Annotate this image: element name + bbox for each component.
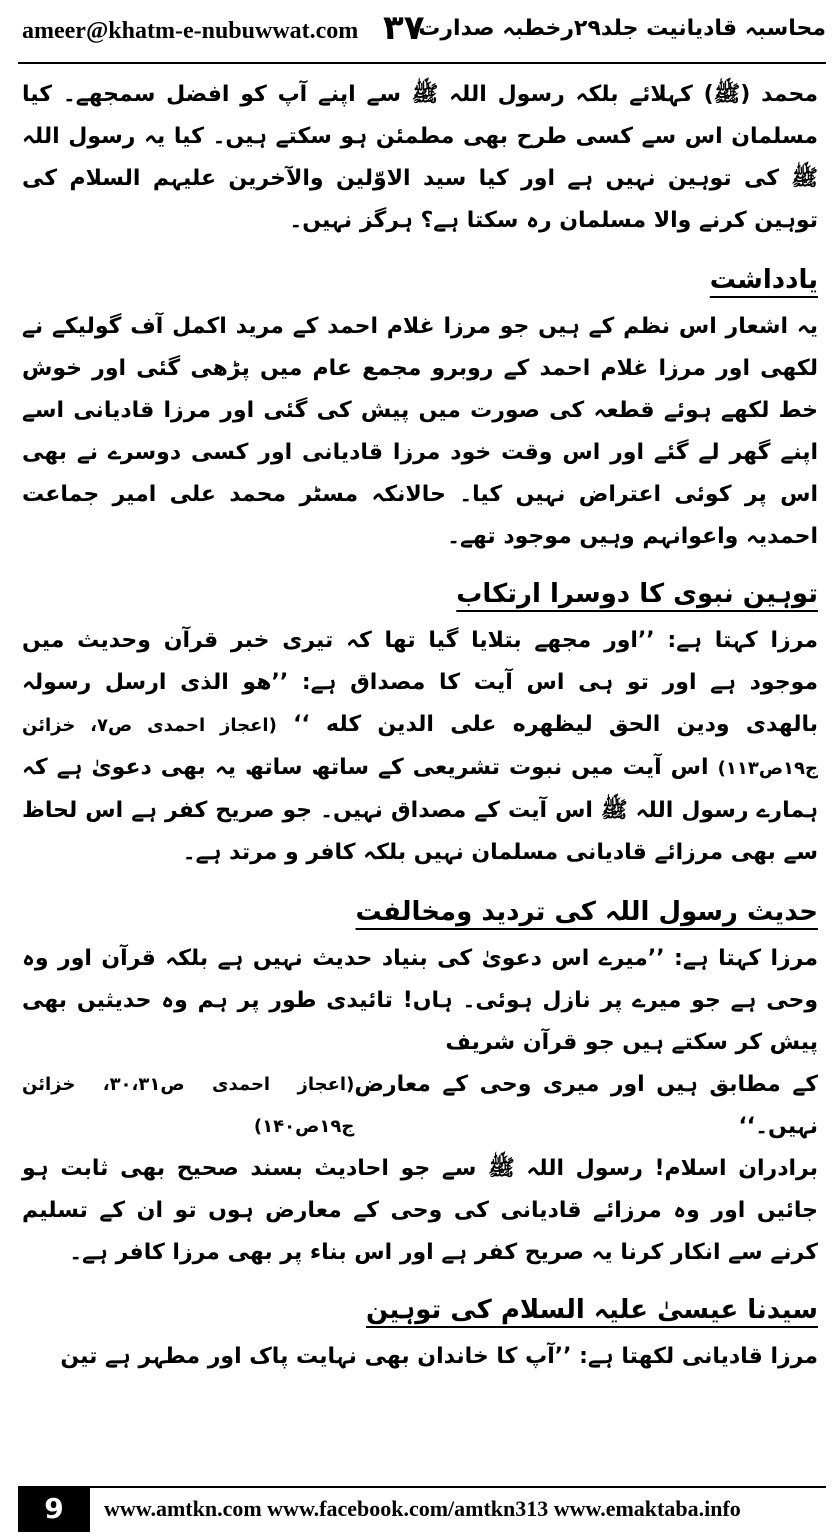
footer-divider — [90, 1486, 826, 1488]
section-4-paragraph: مرزا قادیانی لکھتا ہے: ’’آپ کا خاندان بھی نہایت پاک اور مطہر ہے تین — [60, 1344, 818, 1369]
page-footer — [18, 1486, 826, 1532]
section-2-quote: مرزا کہتا ہے: ’’اور مجھے بتلایا گیا تھا کہ تیری خبر قرآن وحدیث میں موجود ہے اور تو ہی اس آیت کا مصداق ہے: ’’ھو الذی ارسل رسولہ بالھدی ودین الحق ليظهره على الدين كله ‘‘ — [22, 628, 818, 737]
section-3-commentary: برادران اسلام! رسول اللہ ﷺ سے جو احادیث بسند صحیح بھی ثابت ہو جائیں اور وہ مرزائے قادیانی کی وحی کے معارض ہوں تو ان کے تسلیم کرنے سے انکار کرنا یہ صریح کفر ہے اور اس بناء پر بھی مرزا کافر ہے۔ — [22, 1156, 818, 1265]
page-body — [22, 74, 818, 1378]
header-page-number: ۳۷ — [383, 8, 425, 48]
section-heading-3: حدیث رسول اللہ کی تردید ومخالفت — [355, 897, 818, 927]
section-heading-4: سیدنا عیسیٰ علیہ السلام کی توہین — [365, 1295, 818, 1325]
section-2-paragraph — [22, 620, 818, 874]
section-heading-1: یادداشت — [709, 265, 818, 295]
section-2-commentary: اس آیت میں نبوت تشریعی کے ساتھ ساتھ یہ بھی دعویٰ ہے کہ ہمارے رسول اللہ ﷺ اس آیت کے مصداق نہیں۔ جو صریح کفر ہے اس لحاظ سے بھی مرزائے قادیانی مسلمان نہیں بلکہ کافر و مرتد ہے۔ — [22, 755, 818, 865]
section-1-paragraph: یہ اشعار اس نظم کے ہیں جو مرزا غلام احمد کے مرید اکمل آف گولیکے نے لکھی اور مرزا غلام احمد کے روبرو مجمع عام میں پڑھی گئی اور خوش خط لکھے ہوئے قطعہ کی صورت میں پیش کی گئی اور مرزا قادیانی اسے اپنے گھر لے گئے اور اس وقت خود مرزا قادیانی اور کسی دوسرے نے بھی اس پر کوئی اعتراض نہیں کیا۔ حالانکہ مسٹر محمد علی امیر جماعت احمدیہ واعوانہم وہیں موجود تھے۔ — [22, 314, 818, 549]
intro-paragraph: محمد (ﷺ) کہلائے بلکہ رسول اللہ ﷺ سے اپنے آپ کو افضل سمجھے۔ کیا مسلمان اس سے کسی طرح بھی مطمئن ہو سکتے ہیں۔ کیا یہ رسول اللہ ﷺ کی توہین نہیں ہے اور کیا سید الاوّلین والآخرین علیہم السلام کی توہین کرنے والا مسلمان رہ سکتا ہے؟ ہرگز نہیں۔ — [22, 82, 818, 233]
section-2-citation: (اعجاز احمدی ص۷، خزائن ج۱۹ص۱۱۳) — [22, 715, 818, 779]
footer-page-number: 9 — [18, 1486, 90, 1532]
footer-links[interactable]: www.amtkn.com www.facebook.com/amtkn313 www.emaktaba.info — [104, 1496, 741, 1521]
section-3-quote-end: کے مطابق ہیں اور میری وحی کے معارض نہیں۔‘‘ — [354, 1072, 818, 1139]
page-header — [0, 0, 840, 62]
header-title: محاسبہ قادیانیت جلد۲۹رخطبہ صدارت — [418, 16, 826, 41]
section-heading-2: توہین نبوی کا دوسرا ارتکاب — [456, 579, 818, 609]
section-3-citation: (اعجاز احمدی ص۳۰،۳۱، خزائن ج۱۹ص۱۴۰) — [22, 1074, 355, 1137]
section-3-ref-line — [22, 1064, 818, 1148]
header-email[interactable]: ameer@khatm-e-nubuwwat.com — [22, 18, 359, 44]
header-divider — [18, 62, 826, 64]
section-3-quote: مرزا کہتا ہے: ’’میرے اس دعویٰ کی بنیاد حدیث نہیں ہے بلکہ قرآن اور وہ وحی ہے جو میرے پر نازل ہوئی۔ ہاں! تائیدی طور پر ہم وہ حدیثیں بھی پیش کر سکتے ہیں جو قرآن شریف — [22, 946, 818, 1055]
